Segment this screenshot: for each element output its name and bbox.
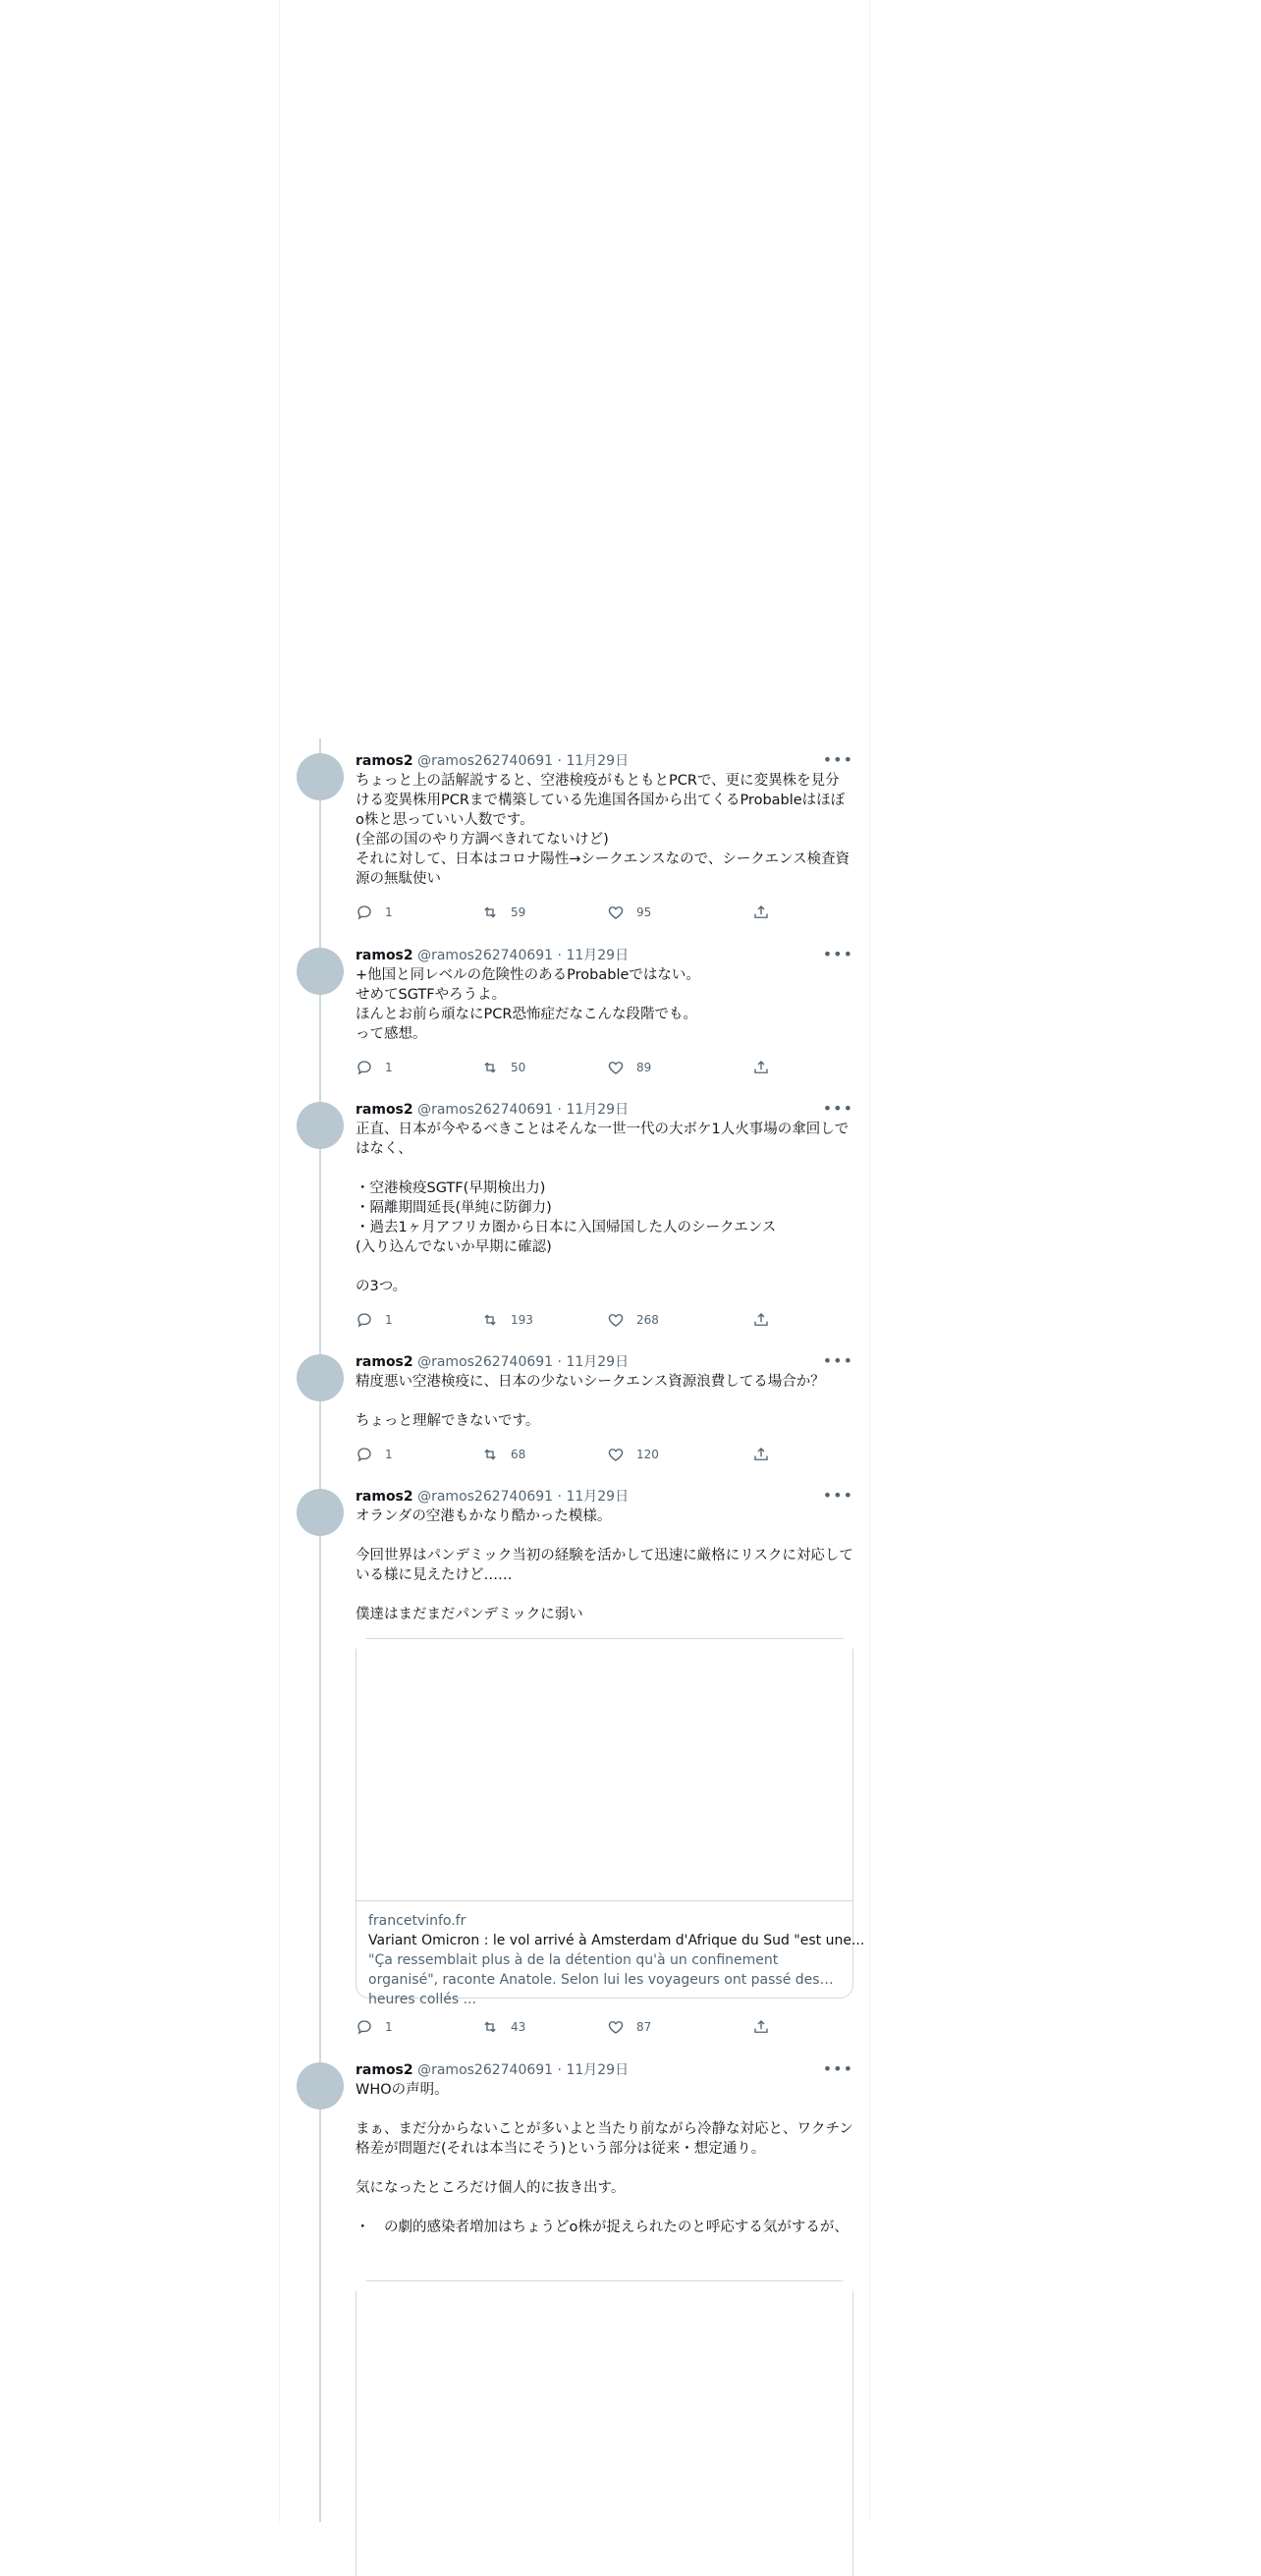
tweet-actions: [356, 2017, 778, 2037]
card-meta: [356, 1901, 865, 2007]
retweet-icon: [481, 2018, 499, 2036]
card-description: "Ça ressemblait plus à de la détention qu'à un confinement organisé", raconte Anatole. Selon lui les voyageurs ont passé des heures collés ...: [368, 1952, 820, 2007]
display-name[interactable]: ramos2: [356, 753, 413, 769]
user-handle[interactable]: @ramos262740691: [417, 1354, 554, 1370]
reply-count: 1: [385, 1061, 393, 1074]
tweet-date[interactable]: 11月29日: [566, 1489, 630, 1505]
share-button[interactable]: [752, 1445, 782, 1464]
like-count: 268: [636, 1313, 659, 1327]
tweet-actions: [356, 1310, 778, 1330]
tweet-date[interactable]: 11月29日: [566, 2062, 630, 2078]
retweet-count: 50: [511, 1061, 526, 1074]
heart-icon: [607, 904, 625, 921]
display-name[interactable]: ramos2: [356, 1489, 413, 1505]
reply-button[interactable]: [356, 1445, 393, 1464]
retweet-icon: [481, 904, 499, 921]
retweet-count: 68: [511, 1448, 526, 1461]
tweet[interactable]: [280, 1090, 869, 1342]
display-name[interactable]: ramos2: [356, 1354, 413, 1370]
tweet-header: ramos2 @ramos262740691 · 11月29日 •••: [356, 750, 853, 769]
reply-count: 1: [385, 1448, 393, 1461]
tweet[interactable]: [280, 741, 869, 938]
reply-button[interactable]: [356, 2017, 393, 2037]
retweet-count: 193: [511, 1313, 533, 1327]
tweet[interactable]: [280, 2051, 869, 2522]
more-options-icon[interactable]: •••: [822, 2059, 853, 2078]
reply-count: 1: [385, 1313, 393, 1327]
tweet-actions: [356, 1445, 778, 1464]
tweet-header: ramos2 @ramos262740691 · 11月29日 •••: [356, 945, 853, 963]
like-button[interactable]: [607, 903, 651, 922]
user-handle[interactable]: @ramos262740691: [417, 2062, 554, 2078]
display-name[interactable]: ramos2: [356, 948, 413, 963]
tweet-date[interactable]: 11月29日: [566, 1102, 630, 1118]
more-options-icon[interactable]: •••: [822, 945, 853, 963]
card-title: Variant Omicron : le vol arrivé à Amsterdam d'Afrique du Sud "est une...: [368, 1933, 865, 1948]
like-count: 87: [636, 2020, 652, 2034]
like-count: 120: [636, 1448, 659, 1461]
tweet[interactable]: [280, 936, 869, 1089]
like-count: 95: [636, 905, 652, 919]
tweet-text: +他国と同レベルの危険性のあるProbableではない。 せめてSGTFやろうよ。 ほんとお前ら頑なにPCR恐怖症だなこんな段階でも。 って感想。: [356, 967, 700, 1042]
heart-icon: [607, 1059, 625, 1076]
tweet-text: WHOの声明。 まぁ、まだ分からないことが多いよと当たり前ながら冷静な対応と、ワクチン格差が問題だ(それは本当にそう)という部分は従来・想定通り。 気になったところだけ個人的に抜き出す。 ・ の劇的感染者増加はちょうどo株が捉えられたのと呼応する気がするが、: [356, 2082, 853, 2235]
share-button[interactable]: [752, 1310, 782, 1330]
like-button[interactable]: [607, 1445, 659, 1464]
avatar[interactable]: [297, 2062, 344, 2110]
retweet-icon: [481, 1311, 499, 1329]
reply-icon: [356, 1059, 373, 1076]
reply-button[interactable]: [356, 1058, 393, 1077]
retweet-button[interactable]: [481, 903, 525, 922]
link-preview-card[interactable]: [356, 1638, 865, 2007]
share-icon: [752, 904, 770, 921]
tweet-header: ramos2 @ramos262740691 · 11月29日 •••: [356, 2059, 853, 2078]
tweet-text: ちょっと上の話解説すると、空港検疫がもともとPCRで、更に変異株を見分ける変異株用PCRまで構築している先進国各国から出てくるProbableはほぼo株と思っていい人数です。 (全部の国のやり方調べきれてないけど) それに対して、日本はコロナ陽性→シークエンスなので、シークエンス検査資源の無駄使い: [356, 773, 850, 887]
retweet-button[interactable]: [481, 2017, 525, 2037]
share-icon: [752, 2018, 770, 2036]
share-button[interactable]: [752, 2017, 782, 2037]
tweet-header: ramos2 @ramos262740691 · 11月29日 •••: [356, 1486, 853, 1505]
like-button[interactable]: [607, 1310, 659, 1330]
retweet-icon: [481, 1446, 499, 1463]
tweet[interactable]: [280, 1477, 869, 2051]
tweet-actions: [356, 1058, 778, 1077]
reply-icon: [356, 1446, 373, 1463]
retweet-count: 59: [511, 905, 526, 919]
heart-icon: [607, 1446, 625, 1463]
heart-icon: [607, 1311, 625, 1329]
more-options-icon[interactable]: •••: [822, 750, 853, 769]
avatar[interactable]: [297, 1489, 344, 1536]
retweet-icon: [481, 1059, 499, 1076]
tweet-header: ramos2 @ramos262740691 · 11月29日 •••: [356, 1099, 853, 1118]
like-button[interactable]: [607, 2017, 651, 2037]
tweet-date[interactable]: 11月29日: [566, 753, 630, 769]
heart-icon: [607, 2018, 625, 2036]
like-count: 89: [636, 1061, 652, 1074]
avatar[interactable]: [297, 1102, 344, 1149]
user-handle[interactable]: @ramos262740691: [417, 1489, 554, 1505]
reply-count: 1: [385, 2020, 393, 2034]
display-name[interactable]: ramos2: [356, 1102, 413, 1118]
tweet-text: 正直、日本が今やるべきことはそんな一世一代の大ボケ1人火事場の傘回しではなく、 ・空港検疫SGTF(早期検出力) ・隔離期間延長(単純に防御力) ・過去1ヶ月アフリカ圏から日本に入国帰国した人のシークエンス (入り込んでないか早期に確認) の3つ。: [356, 1122, 850, 1294]
more-options-icon[interactable]: •••: [822, 1351, 853, 1370]
like-button[interactable]: [607, 1058, 651, 1077]
retweet-button[interactable]: [481, 1445, 525, 1464]
retweet-button[interactable]: [481, 1058, 525, 1077]
link-preview-card[interactable]: [356, 2280, 853, 2576]
tweet[interactable]: [280, 1343, 869, 1476]
avatar[interactable]: [297, 948, 344, 995]
tweet-actions: [356, 903, 778, 922]
user-handle[interactable]: @ramos262740691: [417, 753, 554, 769]
more-options-icon[interactable]: •••: [822, 1486, 853, 1505]
retweet-button[interactable]: [481, 1310, 533, 1330]
avatar[interactable]: [297, 753, 344, 800]
tweet-date[interactable]: 11月29日: [566, 1354, 630, 1370]
tweet-text: 精度悪い空港検疫に、日本の少ないシークエンス資源浪費してる場合か？ ちょっと理解できないです。: [356, 1374, 825, 1429]
retweet-count: 43: [511, 2020, 526, 2034]
reply-count: 1: [385, 905, 393, 919]
reply-button[interactable]: [356, 903, 393, 922]
user-handle[interactable]: @ramos262740691: [417, 948, 554, 963]
share-icon: [752, 1446, 770, 1463]
more-options-icon[interactable]: •••: [822, 1099, 853, 1118]
tweet-header: ramos2 @ramos262740691 · 11月29日 •••: [356, 1351, 853, 1370]
tweet-text: オランダの空港もかなり酷かった模様。 今回世界はパンデミック当初の経験を活かして迅速に厳格にリスクに対応している様に見えたけど…… 僕達はまだまだパンデミックに弱い: [356, 1508, 853, 1622]
avatar[interactable]: [297, 1354, 344, 1401]
share-icon: [752, 1311, 770, 1329]
share-button[interactable]: [752, 903, 782, 922]
card-image[interactable]: [356, 2281, 852, 2576]
reply-button[interactable]: [356, 1310, 393, 1330]
reply-icon: [356, 904, 373, 921]
card-domain: francetvinfo.fr: [368, 1913, 466, 1929]
share-button[interactable]: [752, 1058, 782, 1077]
display-name[interactable]: ramos2: [356, 2062, 413, 2078]
card-image[interactable]: [356, 1639, 852, 1901]
share-icon: [752, 1059, 770, 1076]
user-handle[interactable]: @ramos262740691: [417, 1102, 554, 1118]
timeline-column: [279, 0, 870, 2522]
reply-icon: [356, 2018, 373, 2036]
reply-icon: [356, 1311, 373, 1329]
tweet-date[interactable]: 11月29日: [566, 948, 630, 963]
